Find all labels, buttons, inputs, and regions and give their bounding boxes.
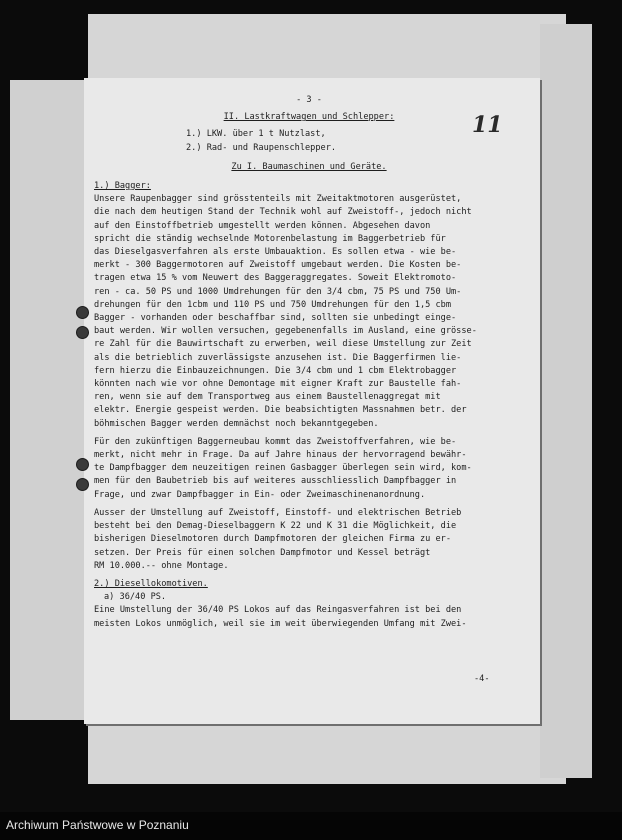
text-line: baut werden. Wir wollen versuchen, gegebenenfalls im Ausland, eine grösse- [94,326,477,337]
text-line: spricht die ständig wechselnde Motorenbelastung im Baggerbetrieb für [94,233,446,244]
punch-hole [76,458,89,471]
archive-footer [0,812,622,840]
punch-hole [76,306,89,319]
document-text [94,94,524,631]
text-line: te Dampfbagger dem neuzeitigen reinen Gasbagger überlegen sein wird, kom- [94,463,472,474]
next-page-marker: -4- [474,674,490,684]
list-item: a) 36/40 PS. [104,592,167,603]
text-line: tragen etwa 15 % vom Neuwert des Baggeraggregates. Soweit Elektromoto- [94,273,457,284]
paragraph [94,507,524,573]
text-line: die nach dem heutigen Stand der Technik wohl auf Zweistoff-, jedoch nicht [94,207,472,218]
punch-hole [76,326,89,339]
punch-hole [76,478,89,491]
list-item: 2.) Rad- und Raupenschlepper. [186,142,337,153]
background-sheet-edge [540,24,592,778]
text-line: ren - ca. 50 PS und 1000 Umdrehungen für den 3/4 cbm, 75 PS und 750 Um- [94,286,462,297]
text-line: re Zahl für die Bauwirtschaft zu erwerben, weil diese Umstellung zur Zeit [94,339,472,350]
text-line: Für den zukünftigen Baggerneubau kommt das Zweistoffverfahren, wie be- [94,436,457,447]
section-i-heading: Zu I. Baumaschinen und Geräte. [231,161,387,172]
section-ii-heading: II. Lastkraftwagen und Schlepper: [223,112,395,123]
text-line: ren, wenn sie auf dem Transportweg aus einem Baustellenaggregat mit [94,392,441,403]
subsection-heading: 2.) Diesellokomotiven. [94,578,208,589]
text-line: merkt - 300 Baggermotoren auf Zweistoff umgebaut werden. Die Kosten be- [94,260,462,271]
text-line: auf den Einstoffbetrieb umgestellt werden können. Abgesehen davon [94,220,431,231]
text-line: meisten Lokos unmöglich, weil sie im weit überwiegenden Umfang mit Zwei- [94,618,467,629]
list-item: 1.) LKW. über 1 t Nutzlast, [186,129,326,140]
text-line: bisherigen Dieselmotoren durch Dampfmotoren der gleichen Firma zu er- [94,534,451,545]
paragraph [94,193,524,431]
text-line: fern hierzu die Einbauzeichnungen. Die 3/4 cbm und 1 cbm Elektrobagger [94,365,457,376]
archive-label: Archiwum Państwowe w Poznaniu [6,818,189,832]
text-line: als die betrieblich zuverlässigste anzusehen ist. Die Baggerfirmen lie- [94,352,462,363]
text-line: RM 10.000.-- ohne Montage. [94,560,229,571]
text-line: Eine Umstellung der 36/40 PS Lokos auf das Reingasverfahren ist bei den [94,605,462,616]
text-line: könnten nach wie vor ohne Demontage mit eigner Kraft zur Baustelle fah- [94,379,462,390]
subsection-heading: 1.) Bagger: [94,181,151,192]
text-line: böhmischen Bagger werden demnächst noch bekanntgegeben. [94,418,379,429]
binding-strip [10,80,88,720]
text-line: Frage, und zwar Dampfbagger in Ein- oder Zweimaschinenanordnung. [94,489,426,500]
text-line: men für den Baubetrieb bis auf weiteres ausschliesslich Dampfbagger in [94,476,457,487]
text-line: Bagger - vorhanden oder beschaffbar sind, sollten sie unbedingt einge- [94,313,457,324]
text-line: das Dieselgasverfahren als erste Umbauaktion. Es sollen etwa - wie be- [94,247,457,258]
text-line: elektr. Energie gespeist werden. Die beabsichtigten Massnahmen betr. der [94,405,467,416]
text-line: Unsere Raupenbagger sind grösstenteils mit Zweitaktmotoren ausgerüstet, [94,194,462,205]
text-line: Ausser der Umstellung auf Zweistoff, Einstoff- und elektrischen Betrieb [94,507,462,518]
paragraph [94,436,524,502]
text-line: merkt, nicht mehr in Frage. Da auf Jahre hinaus der hervorragend bewähr- [94,450,467,461]
page-marker: - 3 - [296,95,322,105]
handwritten-page-number: 11 [472,112,503,138]
text-line: besteht bei den Demag-Dieselbaggern K 22 und K 31 die Möglichkeit, die [94,521,457,532]
text-line: drehungen für den 1cbm und 110 PS und 750 Umdrehungen für den 1,5 cbm [94,299,451,310]
text-line: setzen. Der Preis für einen solchen Dampfmotor und Kessel beträgt [94,547,431,558]
